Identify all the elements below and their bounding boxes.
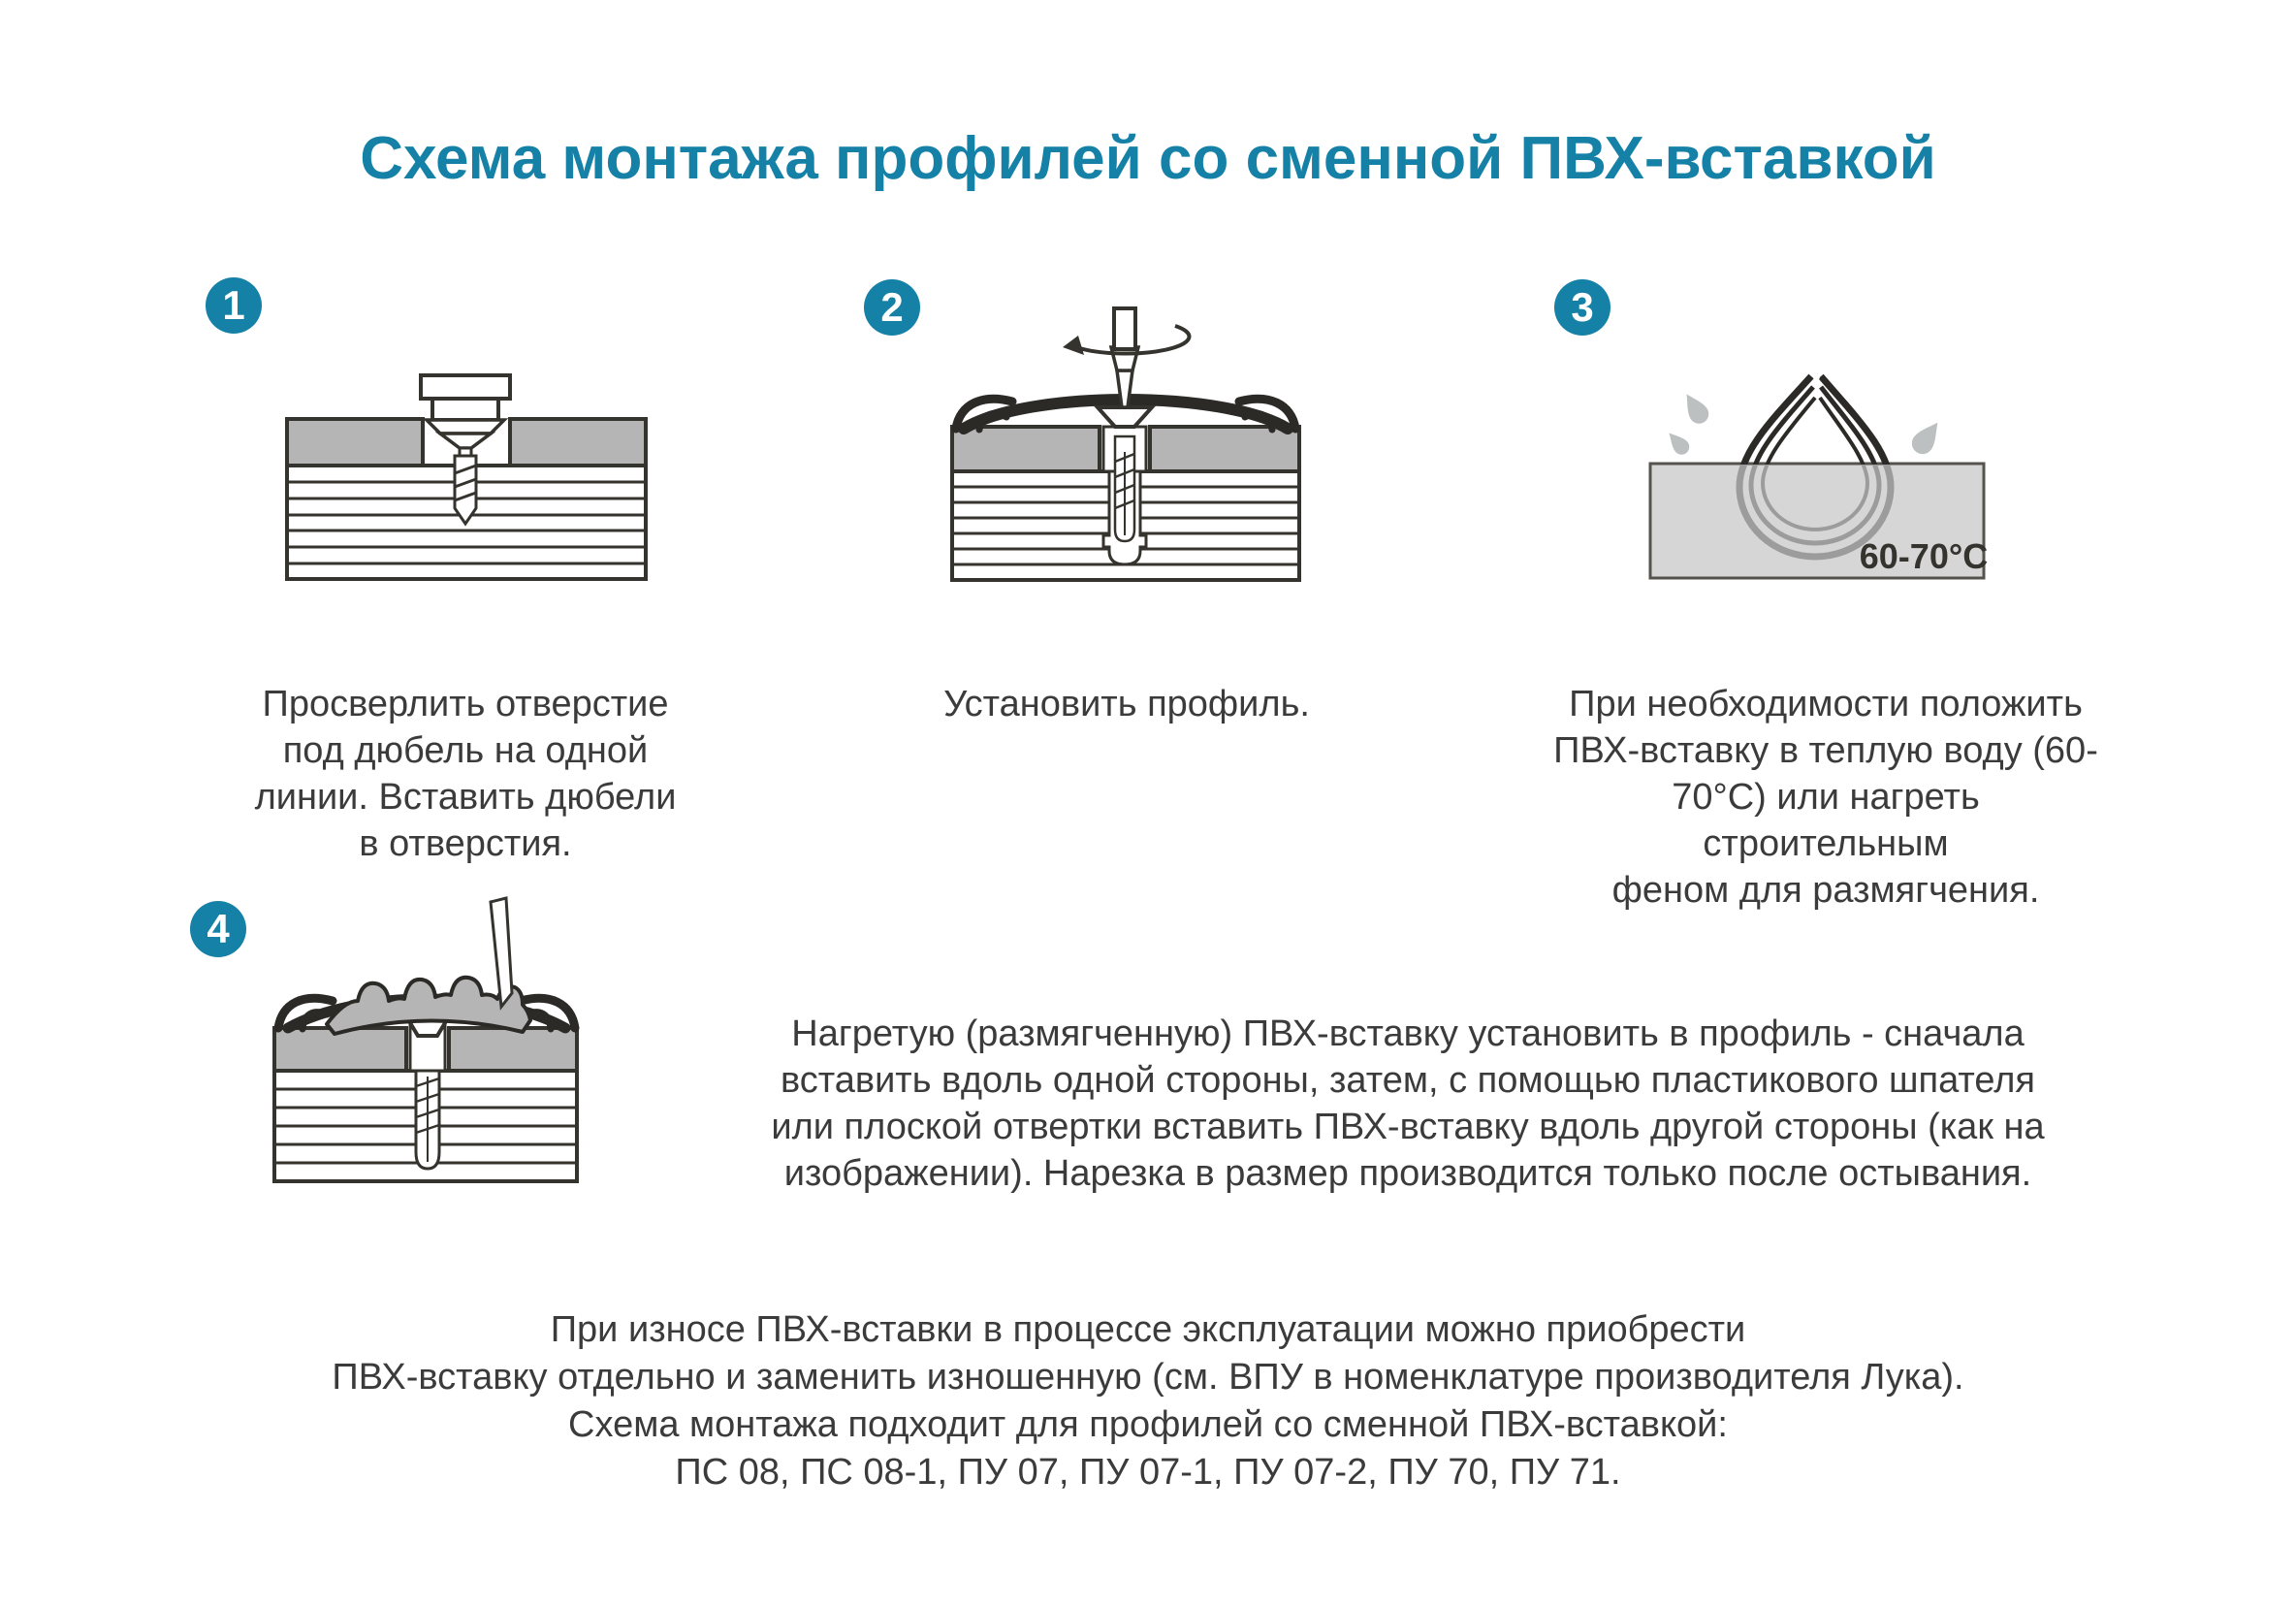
- caption-line: 70°С) или нагреть строительным: [1672, 777, 1980, 864]
- screwdriver-icon: [1111, 308, 1138, 407]
- caption-line: При необходимости положить: [1569, 684, 2083, 724]
- step4-insert-install-illustration: [272, 892, 581, 1183]
- footer-line: При износе ПВХ-вставки в процессе эксплуатации можно приобрести: [550, 1309, 1746, 1350]
- step2-profile-install-illustration: [950, 306, 1301, 582]
- step1-drilling-illustration: [284, 372, 649, 582]
- screw-head-icon: [1098, 407, 1152, 427]
- step-3-badge: [1554, 279, 1610, 336]
- footer-line: ПВХ-вставку отдельно и заменить изношенную (см. ВПУ в номенклатуре производителя Лука).: [332, 1357, 1964, 1398]
- caption-line: линии. Вставить дюбели: [254, 777, 677, 818]
- step-1-badge: [206, 277, 262, 334]
- step-2-caption: [845, 681, 1408, 727]
- footer-note: [0, 1306, 2296, 1496]
- step-1-number: 1: [222, 282, 245, 328]
- caption-line: ПВХ-вставку в теплую воду (60-: [1553, 730, 2098, 771]
- step-3-number: 3: [1571, 284, 1594, 330]
- footer-line: Схема монтажа подходит для профилей со сменной ПВХ-вставкой:: [568, 1404, 1728, 1445]
- footer-line: ПС 08, ПС 08-1, ПУ 07, ПУ 07-1, ПУ 07-2, ПУ 70, ПУ 71.: [675, 1452, 1621, 1493]
- step-4-badge: [190, 901, 246, 957]
- step-1-caption: [184, 681, 747, 867]
- step-3-caption: [1545, 681, 2107, 914]
- caption-line: Просверлить отверстие: [262, 684, 669, 724]
- caption-line: Установить профиль.: [943, 684, 1310, 724]
- caption-line: изображении). Нарезка в размер производится только после остывания.: [783, 1153, 2032, 1194]
- caption-line: вставить вдоль одной стороны, затем, с помощью пластикового шпателя: [781, 1060, 2035, 1101]
- flat-screwdriver-icon: [491, 898, 512, 1007]
- step-4-caption: [681, 1011, 2135, 1197]
- step3-warm-water-illustration: [1646, 372, 1988, 582]
- caption-line: Нагретую (размягченную) ПВХ-вставку установить в профиль - сначала: [791, 1013, 2025, 1054]
- screw-icon: [410, 1023, 445, 1169]
- caption-line: под дюбель на одной: [282, 730, 649, 771]
- caption-line: или плоской отвертки вставить ПВХ-вставку вдоль другой стороны (как на: [771, 1107, 2045, 1147]
- caption-line: в отверстия.: [359, 823, 572, 864]
- step-2-badge: [864, 279, 920, 336]
- step-2-number: 2: [880, 284, 904, 330]
- water-temperature-label: 60-70°C: [1859, 536, 1988, 576]
- page-title: Схема монтажа профилей со сменной ПВХ-вставкой: [360, 125, 1936, 192]
- caption-line: феном для размягчения.: [1611, 870, 2040, 911]
- step-4-number: 4: [207, 906, 230, 951]
